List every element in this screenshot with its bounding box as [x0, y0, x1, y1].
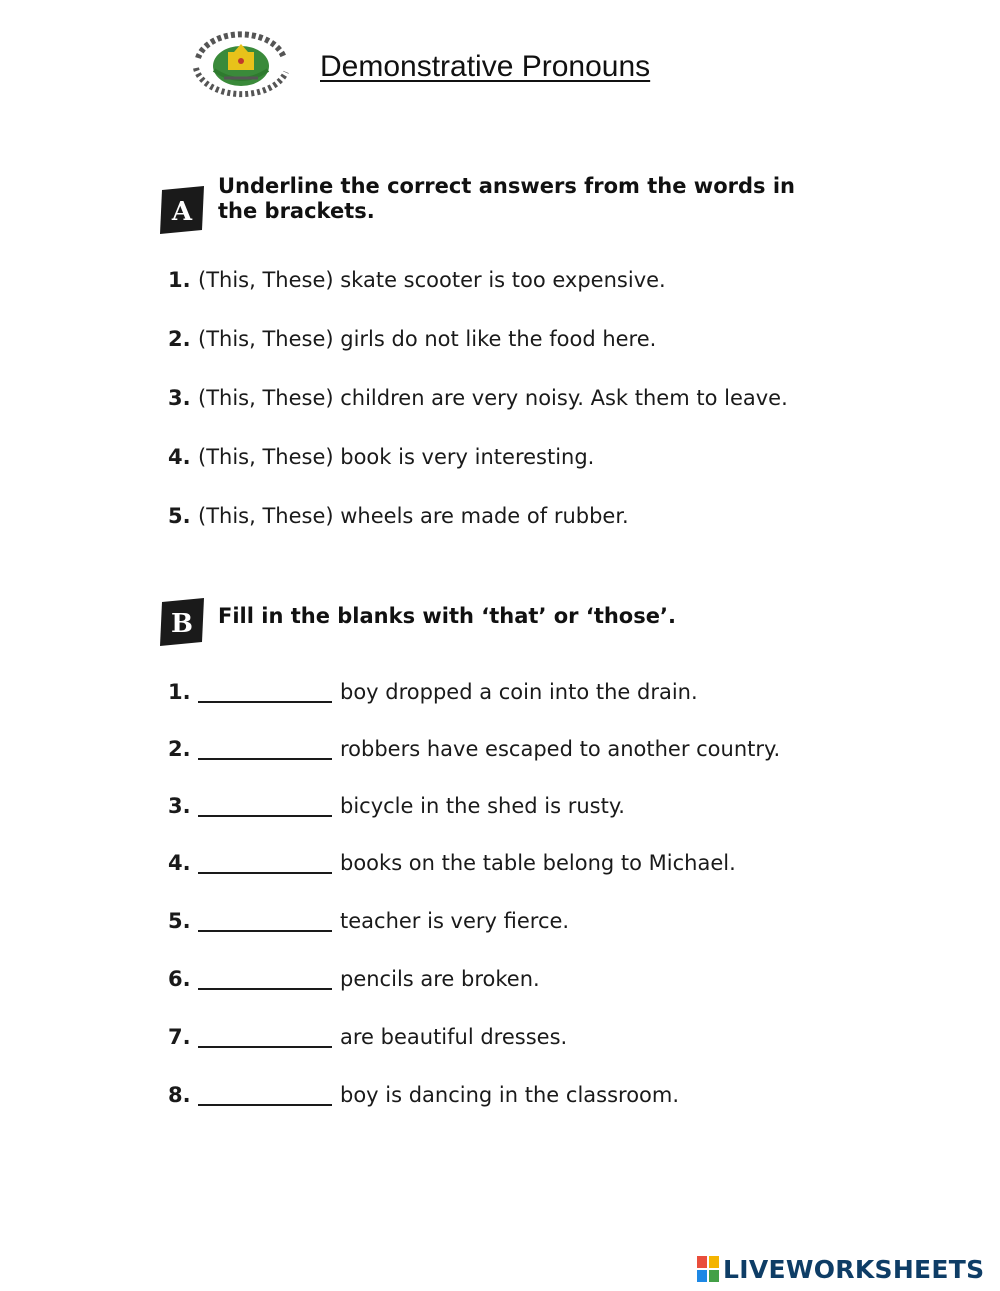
item-number: 4. — [168, 445, 191, 469]
page-title: Demonstrative Pronouns — [320, 50, 651, 83]
item-number: 6. — [168, 967, 191, 991]
item-text: (This, These) skate scooter is too expensive. — [198, 268, 666, 292]
item-number: 4. — [168, 851, 191, 875]
item-text: are beautiful dresses. — [340, 1025, 568, 1049]
section-a-item — [168, 504, 629, 528]
item-text: (This, These) children are very noisy. Ask them to leave. — [198, 386, 788, 410]
section-a-item — [168, 327, 656, 351]
item-text: boy dropped a coin into the drain. — [340, 680, 698, 704]
section-b-badge — [160, 598, 206, 646]
item-text: boy is dancing in the classroom. — [340, 1083, 680, 1107]
section-b-item — [168, 794, 625, 818]
section-b-item — [168, 1083, 679, 1107]
item-text: (This, These) book is very interesting. — [198, 445, 595, 469]
item-number: 1. — [168, 268, 191, 292]
item-number: 5. — [168, 909, 191, 933]
item-text: (This, These) girls do not like the food here. — [198, 327, 657, 351]
answer-blank[interactable] — [198, 1046, 332, 1048]
answer-blank[interactable] — [198, 930, 332, 932]
item-number: 5. — [168, 504, 191, 528]
answer-blank[interactable] — [198, 758, 332, 760]
section-a-instruction: Underline the correct answers from the words in the brackets. — [218, 174, 795, 223]
item-text: teacher is very fierce. — [340, 909, 570, 933]
school-crest-logo — [184, 28, 298, 100]
item-text: bicycle in the shed is rusty. — [340, 794, 625, 818]
section-b-item — [168, 967, 540, 991]
item-number: 1. — [168, 680, 191, 704]
answer-blank[interactable] — [198, 872, 332, 874]
section-b-item — [168, 909, 569, 933]
item-number: 8. — [168, 1083, 191, 1107]
answer-blank[interactable] — [198, 815, 332, 817]
section-a-badge-label: A — [171, 197, 193, 227]
section-a-item — [168, 445, 594, 469]
section-a-item — [168, 386, 788, 410]
item-text: robbers have escaped to another country. — [340, 737, 781, 761]
item-text: pencils are broken. — [340, 967, 540, 991]
answer-blank[interactable] — [198, 1104, 332, 1106]
section-b-instruction: Fill in the blanks with ‘that’ or ‘those’. — [218, 604, 676, 628]
item-text: (This, These) wheels are made of rubber. — [198, 504, 629, 528]
section-b-item — [168, 680, 698, 704]
brand-name: LIVEWORKSHEETS — [723, 1254, 985, 1284]
item-number: 3. — [168, 794, 191, 818]
section-b-item — [168, 1025, 567, 1049]
liveworksheets-branding — [697, 1254, 984, 1284]
item-text: books on the table belong to Michael. — [340, 851, 736, 875]
section-b-item — [168, 851, 736, 875]
item-number: 3. — [168, 386, 191, 410]
answer-blank[interactable] — [198, 988, 332, 990]
section-a-item — [168, 268, 666, 292]
item-number: 2. — [168, 327, 191, 351]
item-number: 7. — [168, 1025, 191, 1049]
answer-blank[interactable] — [198, 701, 332, 703]
item-number: 2. — [168, 737, 191, 761]
section-a-badge — [160, 186, 206, 234]
section-b-badge-label: B — [171, 609, 193, 639]
section-b-item — [168, 737, 780, 761]
liveworksheets-logo-icon — [697, 1256, 719, 1282]
